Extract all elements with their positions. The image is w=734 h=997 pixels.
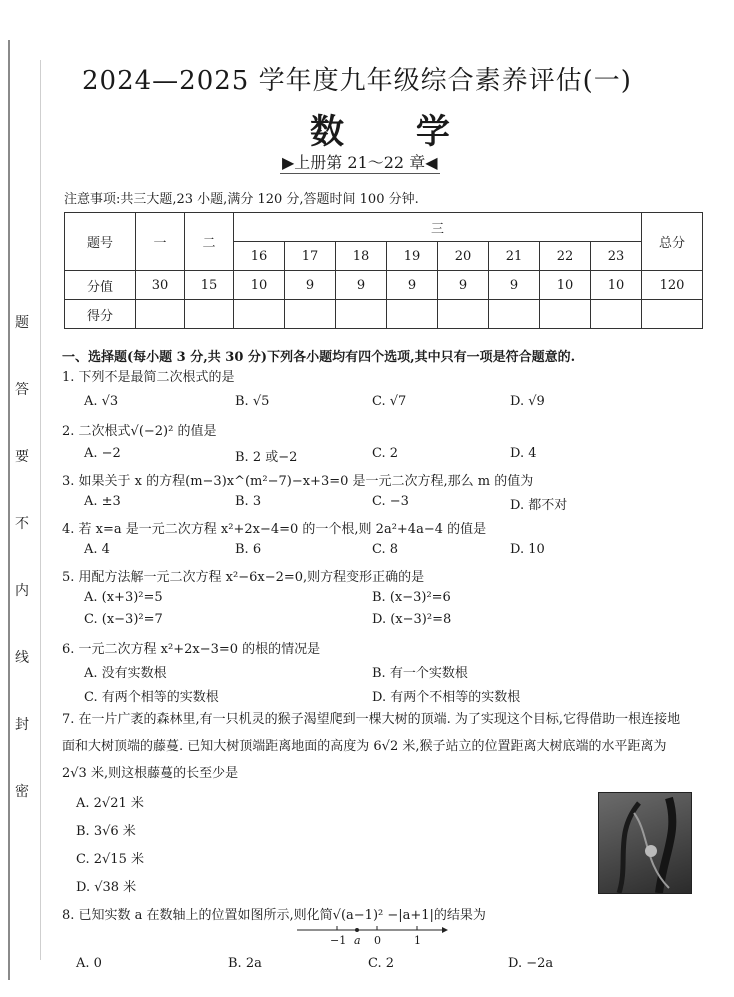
option: D. 4 — [510, 446, 537, 461]
cell: 18 — [336, 242, 387, 271]
cell: 9 — [387, 271, 438, 300]
score-blank[interactable] — [185, 300, 234, 329]
score-blank[interactable] — [387, 300, 438, 329]
cell: 9 — [438, 271, 489, 300]
binding-char: 题 — [15, 315, 29, 331]
binding-char: 封 — [15, 717, 29, 733]
cell: 30 — [136, 271, 185, 300]
score-table — [64, 212, 703, 329]
score-blank[interactable] — [540, 300, 591, 329]
monkey-vine-image — [598, 792, 692, 894]
score-blank[interactable] — [591, 300, 642, 329]
cell: 120 — [642, 271, 703, 300]
option: B. 3 — [235, 494, 262, 509]
tick-label: a — [354, 934, 361, 947]
question-3: 3. 如果关于 x 的方程(m−3)x^(m²−7)−x+3=0 是一元二次方程,那么 m 的值为 — [62, 474, 534, 489]
option: A. √3 — [84, 394, 119, 409]
binding-char: 线 — [15, 650, 29, 666]
score-blank[interactable] — [489, 300, 540, 329]
question-1: 1. 下列不是最简二次根式的是 — [62, 370, 235, 385]
question-5: 5. 用配方法解一元二次方程 x²−6x−2=0,则方程变形正确的是 — [62, 570, 425, 585]
notice: 注意事项:共三大题,23 小题,满分 120 分,答题时间 100 分钟. — [64, 192, 419, 207]
section-heading: 一、选择题(每小题 3 分,共 30 分)下列各小题均有四个选项,其中只有一项是符合题意的. — [62, 350, 576, 365]
cell: 22 — [540, 242, 591, 271]
option: A. 没有实数根 — [84, 666, 167, 681]
option: C. −3 — [372, 494, 409, 509]
cell: 10 — [234, 271, 285, 300]
number-line — [292, 922, 452, 948]
option: D. 有两个不相等的实数根 — [372, 690, 521, 705]
cell: 9 — [336, 271, 387, 300]
option: C. 2 — [372, 446, 399, 461]
question-2: 2. 二次根式√(−2)² 的值是 — [62, 424, 217, 439]
option: D. 都不对 — [510, 498, 568, 513]
cell: 20 — [438, 242, 489, 271]
binding-char: 要 — [15, 449, 29, 465]
cell: 9 — [285, 271, 336, 300]
cell: 二 — [185, 213, 234, 271]
monkey-vine-illustration — [599, 793, 691, 893]
option: B. 2a — [228, 956, 262, 971]
option: B. √5 — [235, 394, 270, 409]
option: D. 10 — [510, 542, 545, 557]
tick-label: 1 — [414, 934, 421, 947]
question-6: 6. 一元二次方程 x²+2x−3=0 的根的情况是 — [62, 642, 321, 657]
chapter-range: ▶上册第 21～22 章◀ — [280, 150, 440, 174]
cell: 16 — [234, 242, 285, 271]
option: A. 4 — [84, 542, 110, 557]
subject-title: 数 学 — [310, 112, 480, 152]
binding-char: 不 — [15, 516, 29, 532]
cell: 总分 — [642, 213, 703, 271]
cell: 21 — [489, 242, 540, 271]
number-line-figure — [292, 922, 452, 948]
option: C. 8 — [372, 542, 399, 557]
question-7: 7. 在一片广袤的森林里,有一只机灵的猴子渴望爬到一棵大树的顶端. 为了实现这个目标,它得借助一根连接地面和大树顶端的藤蔓. 已知大树顶端距离地面的高度为 6√2 米,猴子站立的位置距离大树底端的水平距离为 2√3 米,则这根藤蔓的长至少是 — [62, 712, 681, 781]
cell: 分值 — [65, 271, 136, 300]
option: D. (x−3)²=8 — [372, 612, 452, 627]
option: B. 2 或−2 — [235, 450, 298, 465]
option: A. 0 — [76, 956, 102, 971]
cell: 10 — [591, 271, 642, 300]
option: B. 有一个实数根 — [372, 666, 468, 681]
cell: 19 — [387, 242, 438, 271]
option: D. −2a — [508, 956, 554, 971]
option: C. 2 — [368, 956, 395, 971]
score-blank[interactable] — [642, 300, 703, 329]
binding-line-inner — [40, 60, 41, 960]
option: C. 2√15 米 — [76, 852, 144, 867]
question-8: 8. 已知实数 a 在数轴上的位置如图所示,则化简√(a−1)² −|a+1|的结果为 — [62, 908, 486, 923]
binding-char: 密 — [15, 784, 29, 800]
option: C. √7 — [372, 394, 407, 409]
score-blank[interactable] — [438, 300, 489, 329]
option: B. 3√6 米 — [76, 824, 136, 839]
option: D. √38 米 — [76, 880, 137, 895]
score-blank[interactable] — [336, 300, 387, 329]
cell: 17 — [285, 242, 336, 271]
score-blank[interactable] — [285, 300, 336, 329]
cell: 三 — [234, 213, 642, 242]
option: C. 有两个相等的实数根 — [84, 690, 219, 705]
score-blank[interactable] — [136, 300, 185, 329]
cell: 得分 — [65, 300, 136, 329]
binding-char: 内 — [15, 583, 29, 599]
option: A. ±3 — [84, 494, 121, 509]
cell: 23 — [591, 242, 642, 271]
binding-warning — [12, 290, 32, 826]
tick-label: −1 — [330, 934, 347, 947]
tick-label: 0 — [374, 934, 381, 947]
option: A. (x+3)²=5 — [84, 590, 163, 605]
option: B. (x−3)²=6 — [372, 590, 451, 605]
question-4: 4. 若 x=a 是一元二次方程 x²+2x−4=0 的一个根,则 2a²+4a−4 的值是 — [62, 522, 487, 537]
cell: 9 — [489, 271, 540, 300]
cell: 10 — [540, 271, 591, 300]
binding-char: 答 — [15, 382, 29, 398]
score-blank[interactable] — [234, 300, 285, 329]
cell: 题号 — [65, 213, 136, 271]
option: D. √9 — [510, 394, 545, 409]
exam-title: 2024—2025 学年度九年级综合素养评估(一) — [82, 66, 632, 96]
binding-line — [8, 40, 10, 980]
cell: 15 — [185, 271, 234, 300]
option: C. (x−3)²=7 — [84, 612, 163, 627]
option: A. 2√21 米 — [76, 796, 144, 811]
cell: 一 — [136, 213, 185, 271]
option: B. 6 — [235, 542, 262, 557]
option: A. −2 — [84, 446, 121, 461]
